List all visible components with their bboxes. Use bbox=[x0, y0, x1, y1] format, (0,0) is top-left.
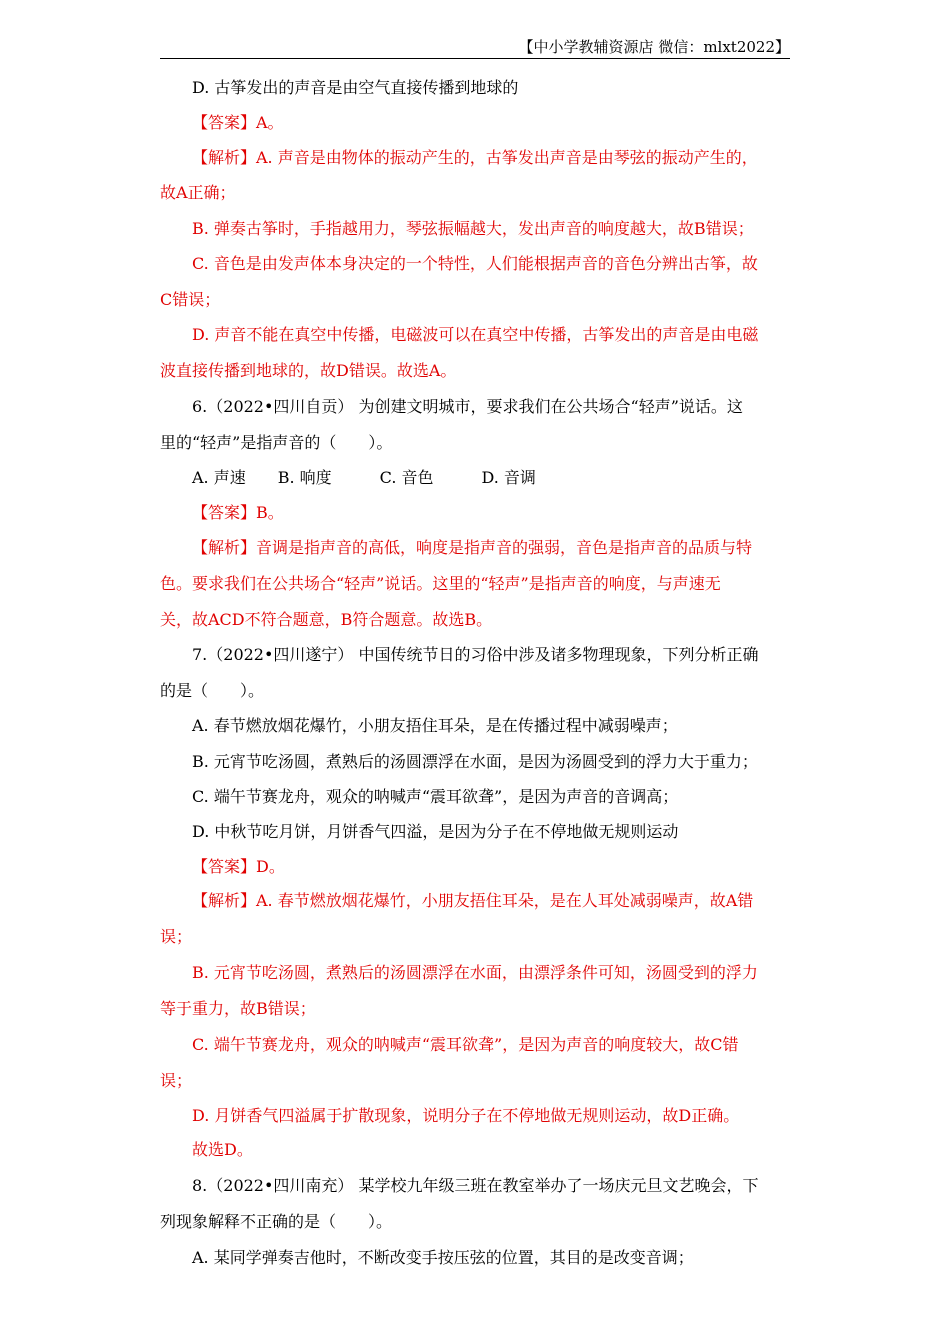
analysis-line: 误； bbox=[160, 1071, 193, 1090]
analysis-line: 故A正确； bbox=[160, 183, 236, 202]
analysis-line: 【解析】A. 声音是由物体的振动产生的，古筝发出声音是由琴弦的振动产生的， bbox=[192, 148, 758, 167]
analysis-line: D. 月饼香气四溢属于扩散现象，说明分子在不停地做无规则运动，故D正确。 bbox=[192, 1106, 740, 1125]
analysis-line: 故选D。 bbox=[192, 1140, 253, 1159]
question-7: 7.（2022•四川遂宁） 中国传统节日的习俗中涉及诸多物理现象，下列分析正确 bbox=[192, 645, 759, 664]
option-a: A. 某同学弹奏吉他时，不断改变手按压弦的位置，其目的是改变音调； bbox=[192, 1248, 694, 1267]
analysis-line: B. 弹奏古筝时，手指越用力，琴弦振幅越大，发出声音的响度越大，故B错误； bbox=[192, 219, 754, 238]
analysis-line: 色。要求我们在公共场合“轻声”说话。这里的“轻声”是指声音的响度，与声速无 bbox=[160, 574, 721, 593]
analysis-line: 等于重力，故B错误； bbox=[160, 999, 316, 1018]
answer-line: 【答案】D。 bbox=[192, 857, 285, 876]
analysis-line: 关，故ACD不符合题意，B符合题意。故选B。 bbox=[160, 610, 493, 629]
page-header: 【中小学教辅资源店 微信：mlxt2022】 bbox=[518, 38, 790, 56]
answer-line: 【答案】B。 bbox=[192, 503, 284, 522]
analysis-line: D. 声音不能在真空中传播，电磁波可以在真空中传播，古筝发出的声音是由电磁 bbox=[192, 325, 759, 344]
option-d: D. 中秋节吃月饼，月饼香气四溢，是因为分子在不停地做无规则运动 bbox=[192, 822, 679, 841]
question-6-options: A. 声速 B. 响度 C. 音色 D. 音调 bbox=[192, 468, 536, 487]
option-c: C. 端午节赛龙舟，观众的呐喊声“震耳欲聋”，是因为声音的音调高； bbox=[192, 787, 679, 806]
analysis-line: C错误； bbox=[160, 290, 221, 309]
option-d: D. 古筝发出的声音是由空气直接传播到地球的 bbox=[192, 78, 519, 97]
analysis-line: C. 音色是由发声体本身决定的一个特性，人们能根据声音的音色分辨出古筝，故 bbox=[192, 254, 758, 273]
question-8-cont: 列现象解释不正确的是（ ）。 bbox=[160, 1212, 393, 1231]
answer-line: 【答案】A。 bbox=[192, 113, 284, 132]
option-a: A. 春节燃放烟花爆竹，小朋友捂住耳朵，是在传播过程中减弱噪声； bbox=[192, 716, 678, 735]
analysis-line: B. 元宵节吃汤圆，煮熟后的汤圆漂浮在水面，由漂浮条件可知，汤圆受到的浮力 bbox=[192, 963, 758, 982]
question-8: 8.（2022•四川南充） 某学校九年级三班在教室举办了一场庆元旦文艺晚会，下 bbox=[192, 1176, 759, 1195]
analysis-line: C. 端午节赛龙舟，观众的呐喊声“震耳欲聋”，是因为声音的响度较大，故C错 bbox=[192, 1035, 739, 1054]
header-rule bbox=[160, 58, 790, 59]
question-6-cont: 里的“轻声”是指声音的（ ）。 bbox=[160, 433, 393, 452]
option-b: B. 元宵节吃汤圆，煮熟后的汤圆漂浮在水面，是因为汤圆受到的浮力大于重力； bbox=[192, 752, 758, 771]
analysis-line: 【解析】A. 春节燃放烟花爆竹，小朋友捂住耳朵，是在人耳处减弱噪声，故A错 bbox=[192, 891, 754, 910]
analysis-line: 【解析】音调是指声音的高低，响度是指声音的强弱，音色是指声音的品质与特 bbox=[192, 538, 753, 557]
question-6: 6.（2022•四川自贡） 为创建文明城市，要求我们在公共场合“轻声”说话。这 bbox=[192, 397, 743, 416]
analysis-line: 误； bbox=[160, 927, 193, 946]
analysis-line: 波直接传播到地球的，故D错误。故选A。 bbox=[160, 361, 457, 380]
question-7-cont: 的是（ ）。 bbox=[160, 681, 265, 700]
